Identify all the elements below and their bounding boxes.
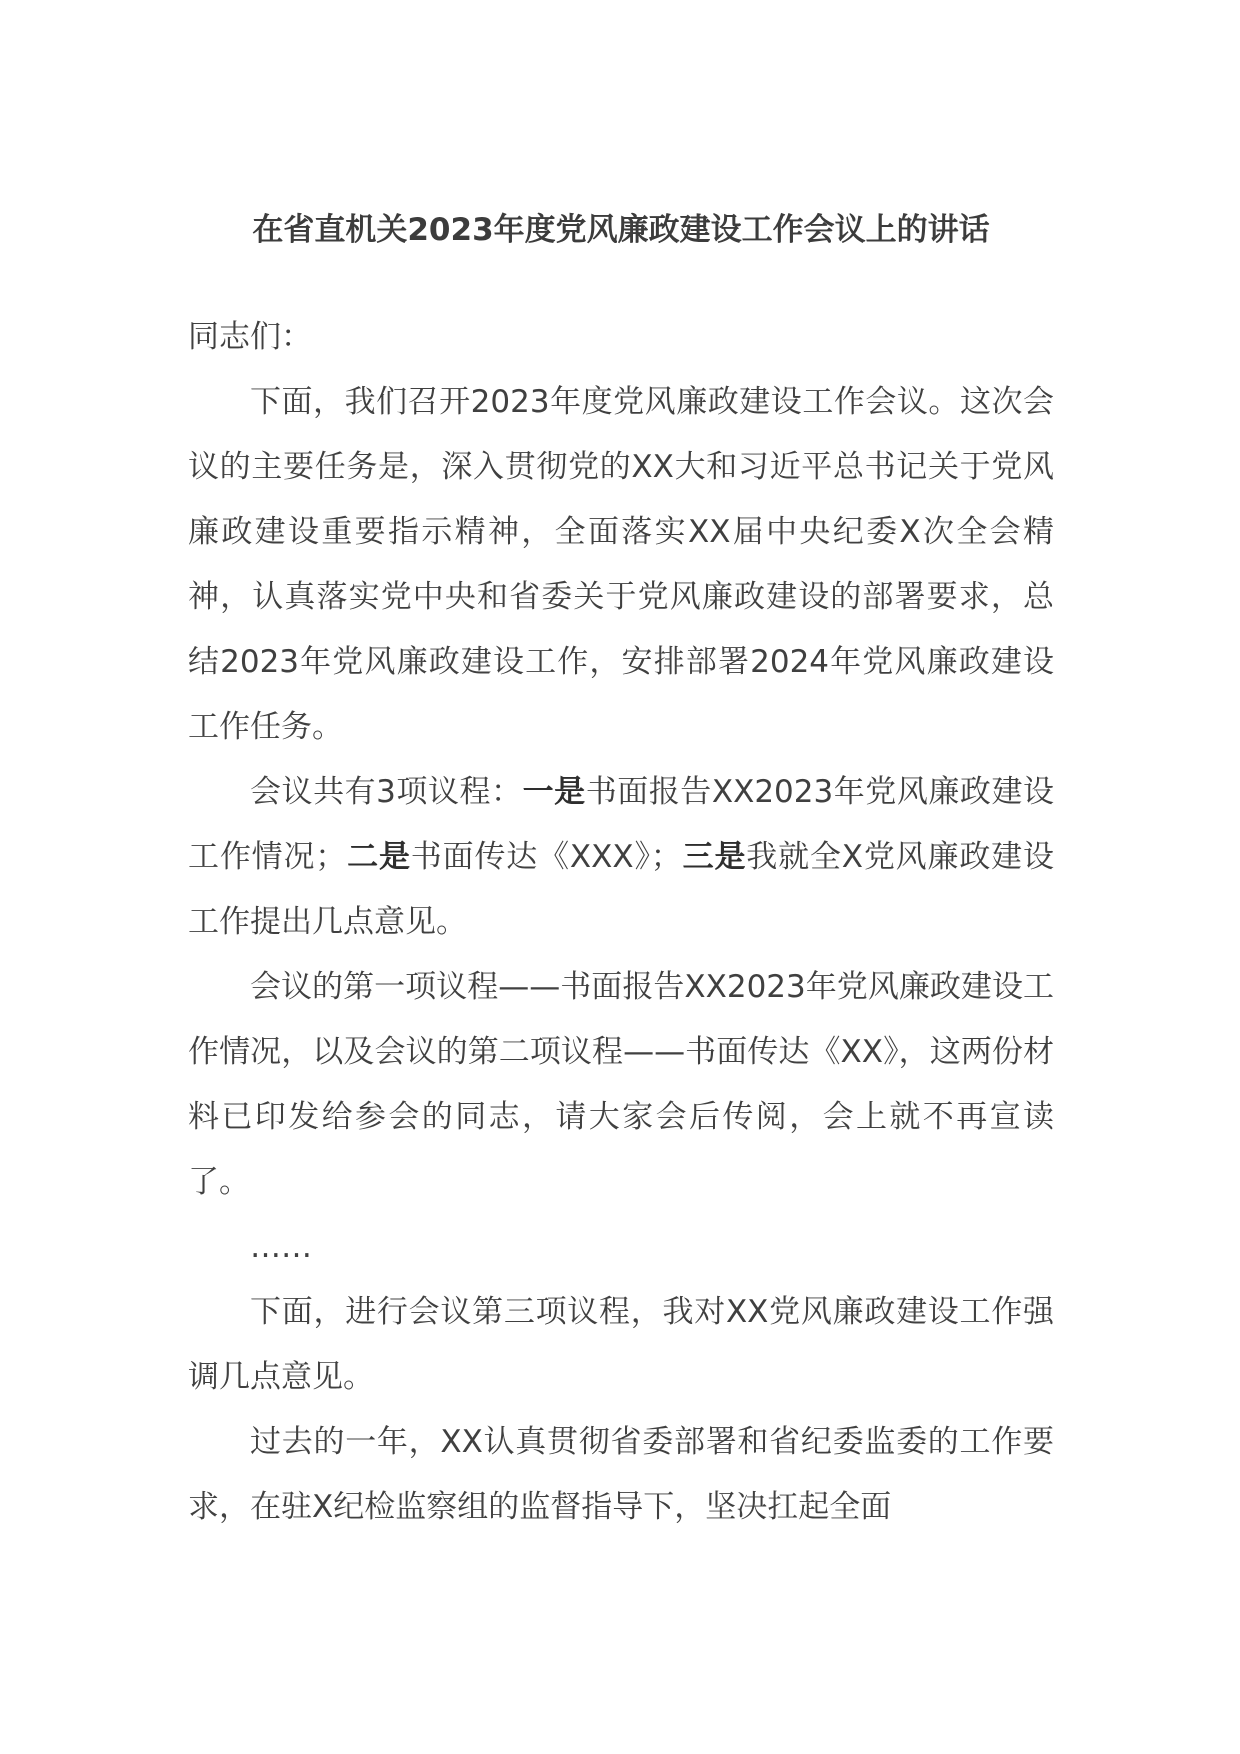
document-title: 在省直机关2023年度党风廉政建设工作会议上的讲话 [252, 212, 990, 248]
paragraph-meeting-purpose: 下面，我们召开2023年度党风廉政建设工作会议。这次会议的主要任务是，深入贯彻党的XX大和习近平总书记关于党风廉政建设重要指示精神，全面落实XX届中央纪委X次全会精神，认真落实党中央和省委关于党风廉政建设的部署要求，总结2023年党风廉政建设工作，安排部署2024年党风廉政建设工作任务。 [188, 384, 1054, 745]
agenda-intro: 会议共有3项议程： [250, 774, 523, 810]
paragraph-third-agenda: 下面，进行会议第三项议程，我对XX党风廉政建设工作强调几点意见。 [188, 1294, 1054, 1395]
paragraph-materials: 会议的第一项议程——书面报告XX2023年党风廉政建设工作情况，以及会议的第二项议程——书面传达《XX》，这两份材料已印发给参会的同志，请大家会后传阅，会上就不再宣读了。 [188, 969, 1054, 1200]
agenda-item-3-text: 我就全X党风廉政建设工作提出几点意见。 [188, 839, 1054, 940]
document-body [188, 305, 1054, 1540]
salutation: 同志们： [188, 319, 312, 355]
agenda-item-1-text: 书面报告XX2023年党风廉政建设工作情况； [188, 774, 1054, 875]
agenda-item-2-marker: 二是 [346, 839, 411, 875]
ellipsis: …… [250, 1229, 312, 1265]
agenda-item-1-marker: 一是 [522, 774, 586, 810]
agenda-item-3-marker: 三是 [681, 839, 747, 875]
paragraph-past-year: 过去的一年，XX认真贯彻省委部署和省纪委监委的工作要求，在驻X纪检监察组的监督指导下，坚决扛起全面 [188, 1424, 1054, 1525]
agenda-item-2-text: 书面传达《XXX》； [410, 839, 682, 875]
paragraph-agenda [188, 760, 1054, 955]
